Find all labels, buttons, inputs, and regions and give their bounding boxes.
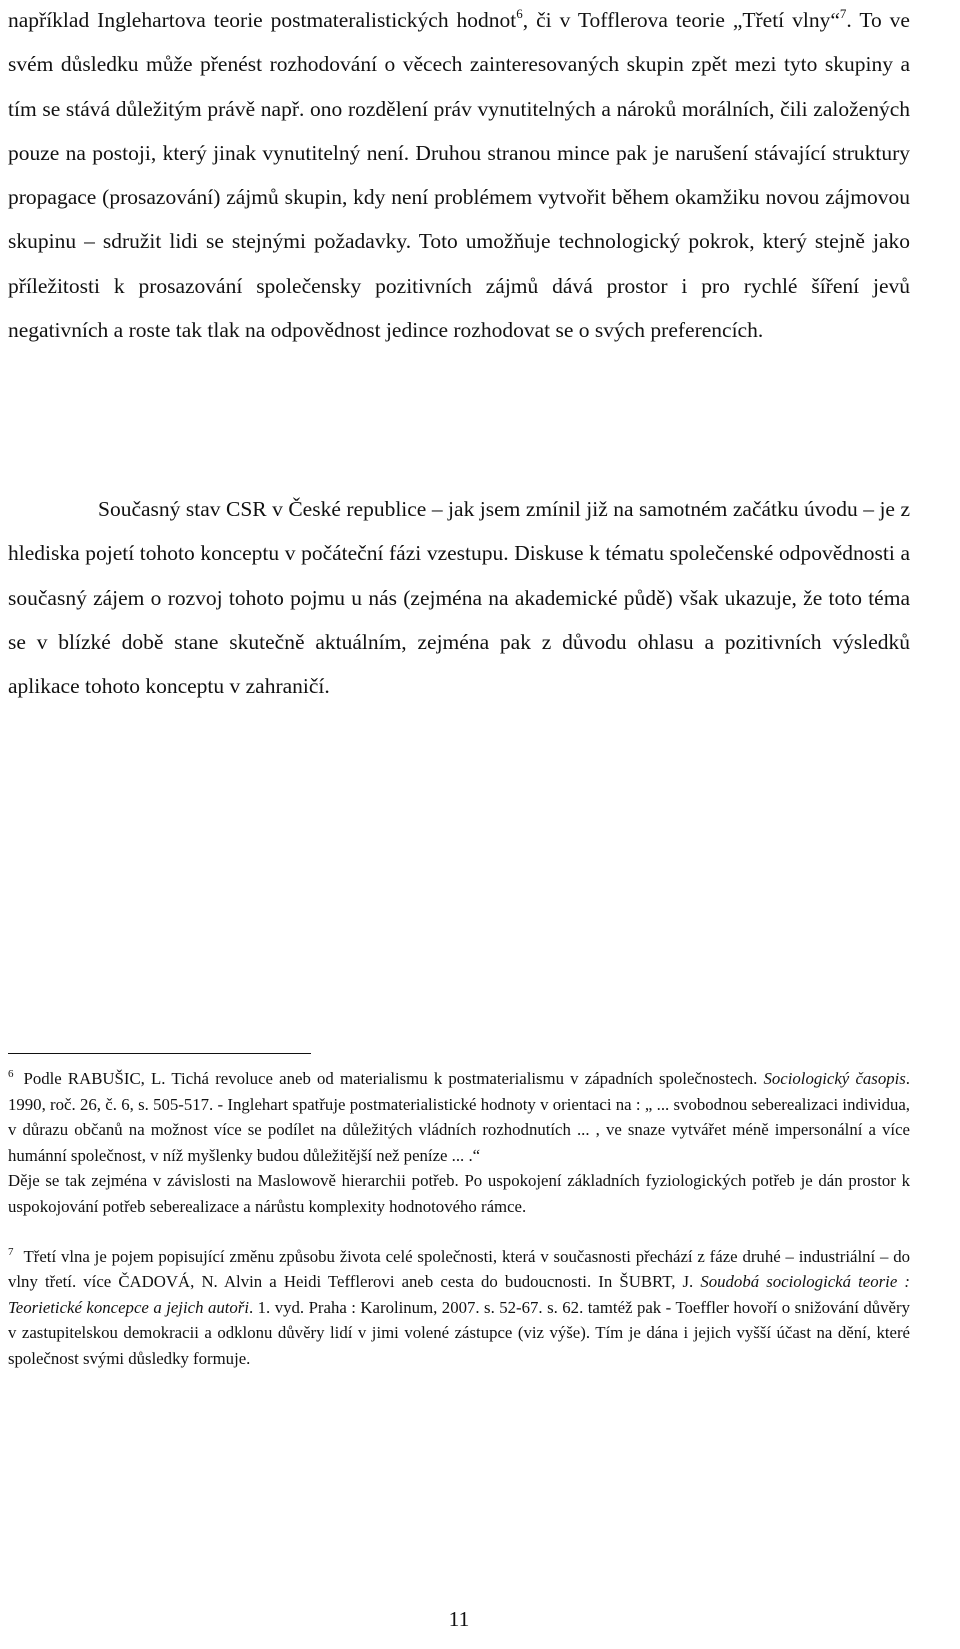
footnote-6-continuation: Děje se tak zejména v závislosti na Maslowově hierarchii potřeb. Po uspokojení základních fyziologických potřeb je dán prostor k uspokojování potřeb seberealizace a nárůstu komplexity hodnotového rámce. [8,1171,910,1216]
footnote-6 [8,1066,910,1168]
body-paragraph-1 [8,0,910,352]
footnotes [8,1066,910,1372]
footnote-ref-6[interactable]: 6 [516,6,523,21]
page-number: 11 [448,1607,470,1631]
footnote-7-mark: 7 [8,1245,14,1258]
footnote-6-text-a: Podle RABUŠIC, L. Tichá revoluce aneb od materialismu k postmaterialismu v západních společnostech. [23,1069,764,1088]
footnote-7 [8,1244,910,1372]
footnote-6-journal-title: Sociologický časopis [763,1069,906,1088]
footnote-7-book-title: Soudobá sociologická teorie : Teorietické koncepce a jejich autoři [8,1272,910,1317]
body-paragraph-2: Současný stav CSR v České republice – jak jsem zmínil již na samotném začátku úvodu – je z hlediska pojetí tohoto konceptu v počáteční fázi vzestupu. Diskuse k tématu společenské odpovědnosti a současný zájem o rozvoj tohoto pojmu u nás (zejména na akademické půdě) však ukazuje, že toto téma se v blízké době stane skutečně aktuálním, zejména pak z důvodu ohlasu a pozitivních výsledků aplikace tohoto konceptu v zahraničí. [8,497,910,699]
paragraph1-text-b: , či v Tofflerova teorie „Třetí vlny“ [522,8,840,32]
footnote-6-mark: 6 [8,1068,14,1080]
footnote-gap [8,1220,910,1244]
paragraph1-text-a: například Inglehartova teorie postmateralistických hodnot [8,8,517,32]
footnote-7-text-a: Třetí vlna je pojem popisující změnu způsobu života celé společnosti, která v současnosti přechází z fáze druhé – industriální – do vlny třetí. více ČADOVÁ, N. Alvin a Heidi Tefflerovi aneb cesta do budoucnosti. In ŠUBRT, J. [8,1246,910,1292]
footnote-6-text-b: . 1990, roč. 26, č. 6, s. 505-517. - Inglehart spatřuje postmaterialistické hodnoty v orientaci na : „ ... svobodnou seberealizaci individua, v důrazu občanů na možnost více se podílet na důležitých vládních rozhodnutích ... , ve snaze vytvářet méně impersonální a více humánní společnost, v níž myšlenky budou důležitější než peníze ... .“ [8,1069,910,1165]
footnote-ref-7[interactable]: 7 [839,6,847,21]
footnote-separator [8,1053,311,1054]
paragraph1-text-c: . To ve svém důsledku může přenést rozhodování o věcech zainteresovaných skupin zpět mezi tyto skupiny a tím se stává důležitým právě např. ono rozdělení práv vynutitelných a nároků morálních, čili založených pouze na postoji, který jinak vynutitelný není. Druhou stranou mince pak je narušení stávající struktury propagace (prosazování) zájmů skupin, kdy není problémem vytvořit během okamžiku novou zájmovou skupinu – sdružit lidi se stejnými požadavky. Toto umožňuje technologický pokrok, který stejně jako příležitosti k prosazování společensky pozitivních zájmů dává prostor i pro rychlé šíření jevů negativních a roste tak tlak na odpovědnost jedince rozhodovat se o svých preferencích. [8,8,910,343]
footnote-7-text-b: . 1. vyd. Praha : Karolinum, 2007. s. 52-67. s. 62. tamtéž pak - Toeffler hovoří o snižování důvěry v zastupitelskou demokracii a odklonu důvěry lidí v jimi volené zástupce (viz výše). Tím je dána i jejich vyšší účast na dění, které společnost svými důsledky formuje. [8,1297,910,1368]
